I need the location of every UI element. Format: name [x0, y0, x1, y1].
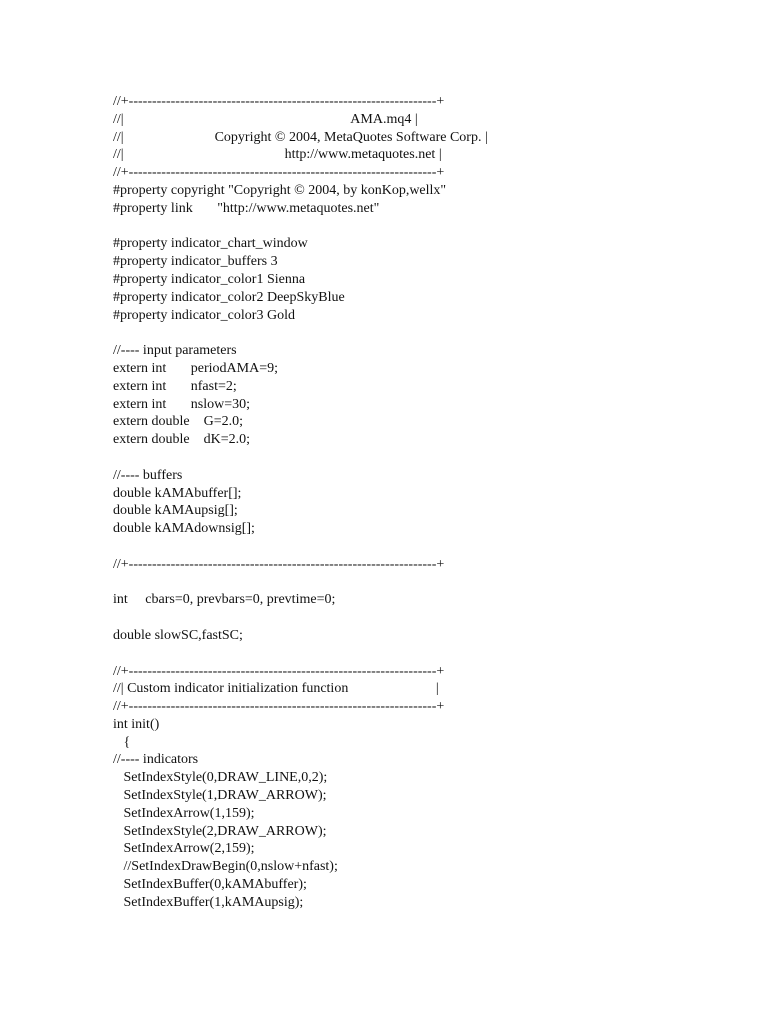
code-listing	[113, 93, 673, 912]
code-line: #property indicator_color2 DeepSkyBlue	[113, 289, 345, 305]
code-line: SetIndexStyle(2,DRAW_ARROW);	[113, 823, 327, 839]
code-line	[113, 538, 673, 556]
code-line: double slowSC,fastSC;	[113, 627, 243, 643]
code-line: //+------------------------------------------------------------------+	[113, 699, 445, 715]
code-line	[113, 574, 673, 592]
code-line: //---- buffers	[113, 467, 183, 483]
code-line: SetIndexArrow(1,159);	[113, 805, 255, 821]
code-line: extern double dK=2.0;	[113, 432, 250, 448]
code-line: //+------------------------------------------------------------------+	[113, 94, 445, 109]
code-line: extern int nslow=30;	[113, 396, 250, 412]
code-line: SetIndexArrow(2,159);	[113, 841, 255, 857]
code-line: //| Copyright © 2004, MetaQuotes Software Corp. |	[113, 129, 488, 145]
code-line: //+------------------------------------------------------------------+	[113, 556, 445, 572]
code-line: //| Custom indicator initialization function |	[113, 681, 439, 697]
code-line: #property indicator_buffers 3	[113, 254, 278, 270]
code-line: SetIndexBuffer(0,kAMAbuffer);	[113, 877, 307, 893]
code-line: SetIndexBuffer(1,kAMAupsig);	[113, 894, 304, 910]
code-line: double kAMAbuffer[];	[113, 485, 242, 501]
code-line	[113, 609, 673, 627]
code-line: //---- indicators	[113, 752, 199, 768]
code-line	[113, 324, 673, 342]
code-line: //+------------------------------------------------------------------+	[113, 165, 445, 181]
code-line: #property indicator_color3 Gold	[113, 307, 295, 323]
code-line: SetIndexStyle(0,DRAW_LINE,0,2);	[113, 770, 328, 786]
code-line: SetIndexStyle(1,DRAW_ARROW);	[113, 788, 327, 804]
code-line	[113, 645, 673, 663]
code-line: //---- input parameters	[113, 343, 237, 359]
code-line: #property indicator_color1 Sienna	[113, 271, 306, 287]
code-line: #property link "http://www.metaquotes.net"	[113, 200, 380, 216]
code-line: double kAMAupsig[];	[113, 503, 238, 519]
code-line	[113, 449, 673, 467]
code-line: //+------------------------------------------------------------------+	[113, 663, 445, 679]
code-line: extern int nfast=2;	[113, 378, 237, 394]
code-line: //SetIndexDrawBegin(0,nslow+nfast);	[113, 859, 338, 875]
code-line: int init()	[113, 716, 160, 732]
code-line: #property copyright "Copyright © 2004, by konKop,wellx"	[113, 182, 447, 198]
code-line: //| AMA.mq4 |	[113, 111, 418, 127]
code-line: extern int periodAMA=9;	[113, 360, 278, 376]
code-line	[113, 218, 673, 236]
code-line: {	[113, 734, 131, 750]
code-line: #property indicator_chart_window	[113, 236, 308, 252]
code-line: double kAMAdownsig[];	[113, 521, 255, 537]
code-line: //| http://www.metaquotes.net |	[113, 147, 442, 163]
code-line: int cbars=0, prevbars=0, prevtime=0;	[113, 592, 336, 608]
code-line: extern double G=2.0;	[113, 414, 243, 430]
